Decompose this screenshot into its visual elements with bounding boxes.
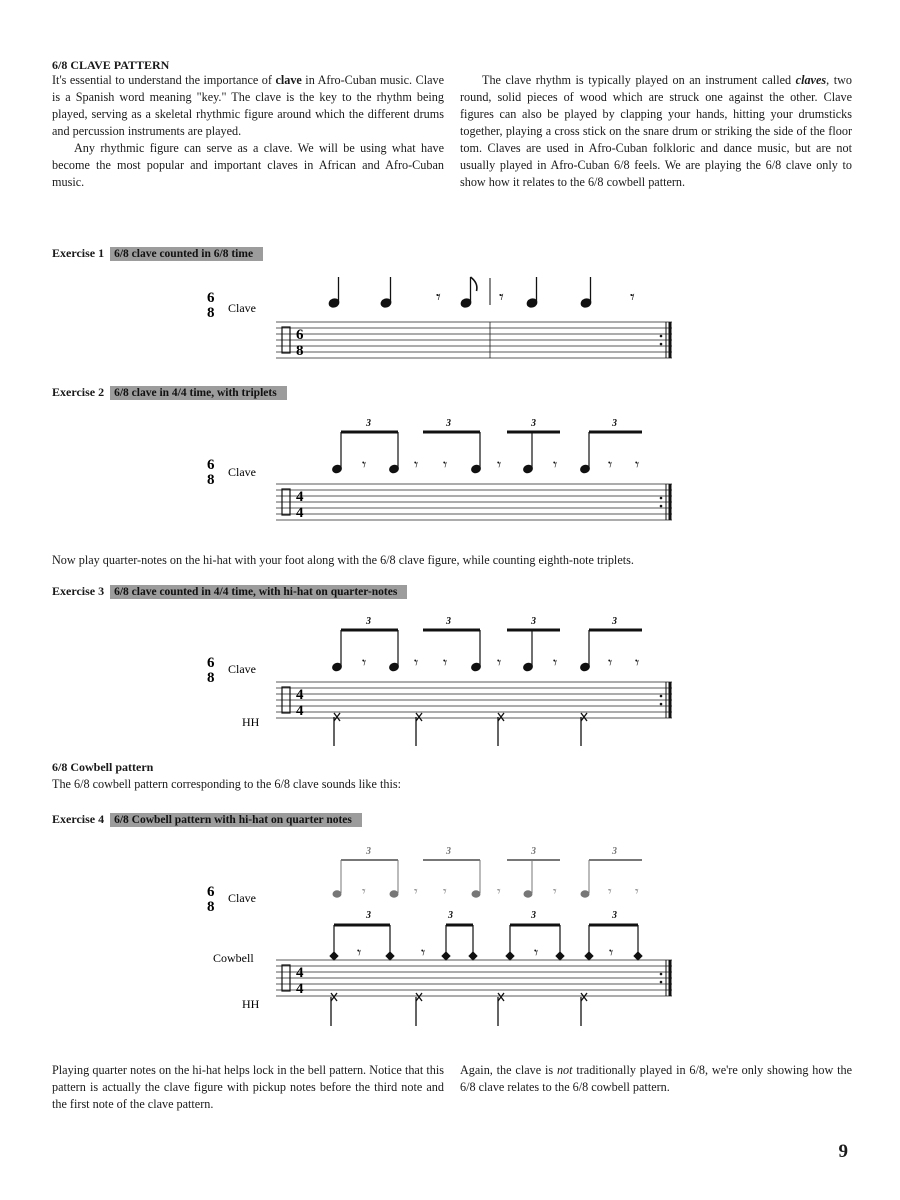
staff-time-sig-bottom: 4: [296, 505, 304, 521]
eighth-rest-icon: 𝄾: [497, 885, 501, 900]
cowbell-rhythm: [330, 910, 642, 962]
clave-time-sig-bottom: 8: [207, 305, 215, 321]
triplet-mark: 3: [366, 418, 371, 429]
triplet-clave-rhythm: [332, 418, 642, 474]
triplet-clave-rhythm: [332, 616, 642, 672]
exercise-1-label: Exercise 1: [52, 246, 105, 260]
eighth-rest-icon: 𝄾: [635, 655, 640, 672]
triplet-mark: 3: [366, 846, 371, 857]
staff: [276, 484, 672, 520]
staff-time-sig-top: 4: [296, 687, 304, 703]
staff-time-sig-top: 6: [296, 327, 304, 343]
exercise-2-label: Exercise 2: [52, 385, 105, 399]
staff: [276, 682, 672, 718]
closing-left: [52, 1062, 444, 1113]
eighth-rest-icon: 𝄾: [443, 457, 448, 474]
eighth-rest-icon: 𝄾: [609, 945, 614, 962]
clave-label: Clave: [228, 301, 256, 315]
hihat-quarter-notes: [331, 993, 587, 1026]
triplet-mark: 3: [366, 616, 371, 627]
exercise-1-header: [52, 244, 263, 262]
eighth-rest-icon: 𝄾: [436, 287, 441, 307]
exercise-3-notation: [0, 610, 900, 750]
triplet-mark: 3: [612, 910, 617, 921]
clave-time-sig-bottom: 8: [207, 670, 215, 686]
section-heading-cowbell: 6/8 Cowbell pattern: [52, 760, 154, 774]
eighth-rest-icon: 𝄾: [362, 885, 366, 900]
eighth-rest-icon: 𝄾: [362, 457, 367, 474]
triplet-mark: 3: [531, 616, 536, 627]
closing-left-paragraph: Playing quarter notes on the hi-hat helps lock in the bell pattern. Notice that this pattern is actually the clave figure with pickup notes before the third note and the first note of the clave pattern.: [52, 1063, 444, 1111]
staff-time-sig-bottom: 4: [296, 981, 304, 997]
staff-time-sig-bottom: 4: [296, 703, 304, 719]
eighth-rest-icon: 𝄾: [608, 655, 613, 672]
exercise-4-notation: [0, 838, 900, 1038]
triplet-mark: 3: [448, 910, 453, 921]
triplet-mark: 3: [446, 418, 451, 429]
exercise-4-title: 6/8 Cowbell pattern with hi-hat on quarter notes: [110, 813, 362, 827]
exercise-3-label: Exercise 3: [52, 584, 105, 598]
triplet-mark: 3: [366, 910, 371, 921]
eighth-rest-icon: 𝄾: [414, 457, 419, 474]
clave-label: Clave: [228, 662, 256, 676]
staff-time-sig-bottom: 8: [296, 343, 304, 359]
eighth-rest-icon: 𝄾: [357, 945, 362, 962]
eighth-rest-icon: 𝄾: [630, 287, 635, 307]
triplet-mark: 3: [446, 846, 451, 857]
eighth-rest-icon: 𝄾: [443, 655, 448, 672]
eighth-rest-icon: 𝄾: [553, 885, 557, 900]
eighth-rest-icon: 𝄾: [553, 457, 558, 474]
exercise-1-title: 6/8 clave counted in 6/8 time: [110, 247, 263, 261]
triplet-mark: 3: [531, 418, 536, 429]
triplet-mark: 3: [446, 616, 451, 627]
triplet-mark: 3: [612, 846, 617, 857]
eighth-rest-icon: 𝄾: [534, 945, 539, 962]
clave-label: Clave: [228, 465, 256, 479]
paragraph-claves-instrument: The clave rhythm is typically played on an instrument called claves, two round, solid pieces of wood which are struck one against the other. Clave figures can also be played by clapping your hands, hitting your drumsticks together, playing a cross stick on the snare drum or striking the side of the floor tom. Claves are used in Afro-Cuban folkloric and dance music, but are not usually played in Afro-Cuban 6/8 feels. We are playing the 6/8 clave only to show how it relates to the 6/8 cowbell pattern.: [460, 73, 852, 189]
exercise-3-title: 6/8 clave counted in 4/4 time, with hi-hat on quarter-notes: [110, 585, 407, 599]
eighth-rest-icon: 𝄾: [608, 885, 612, 900]
clave-time-sig-top: 6: [207, 884, 215, 900]
clave-time-sig-bottom: 8: [207, 899, 215, 915]
hh-label: HH: [242, 715, 260, 729]
triplet-mark: 3: [531, 910, 536, 921]
left-column-intro: [52, 72, 444, 191]
exercise-3-header: [52, 582, 407, 600]
clave-time-sig-top: 6: [207, 655, 215, 671]
eighth-rest-icon: 𝄾: [414, 655, 419, 672]
exercise-2-title: 6/8 clave in 4/4 time, with triplets: [110, 386, 287, 400]
eighth-rest-icon: 𝄾: [499, 287, 504, 307]
eighth-rest-icon: 𝄾: [497, 655, 502, 672]
triplet-mark: 3: [612, 616, 617, 627]
clave-rhythm: [328, 277, 635, 308]
exercise-4-header: [52, 810, 362, 828]
page-number: 9: [838, 1141, 848, 1162]
staff-time-sig-top: 4: [296, 489, 304, 505]
hh-label: HH: [242, 997, 260, 1011]
paragraph-clave-importance: It's essential to understand the importance of clave in Afro-Cuban music. Clave is a Spanish word meaning "key." The clave is the key to the rhythm being played, serving as a skeletal rhythmic figure around which the different drums and percussion instruments are played.: [52, 73, 444, 138]
clave-time-sig-top: 6: [207, 457, 215, 473]
triplet-mark: 3: [612, 418, 617, 429]
exercise-2-header: [52, 383, 287, 401]
exercise-4-label: Exercise 4: [52, 812, 105, 826]
staff: [276, 960, 672, 996]
triplet-mark: 3: [531, 846, 536, 857]
staff-time-sig-top: 4: [296, 965, 304, 981]
eighth-rest-icon: 𝄾: [421, 945, 426, 962]
clave-time-sig-bottom: 8: [207, 472, 215, 488]
cowbell-intro: The 6/8 cowbell pattern corresponding to the 6/8 clave sounds like this:: [52, 777, 401, 791]
eighth-rest-icon: 𝄾: [553, 655, 558, 672]
clave-label: Clave: [228, 891, 256, 905]
eighth-rest-icon: 𝄾: [443, 885, 447, 900]
eighth-rest-icon: 𝄾: [497, 457, 502, 474]
exercise-2-notation: [0, 412, 900, 527]
cowbell-label: Cowbell: [213, 951, 254, 965]
section-heading-clave: 6/8 CLAVE PATTERN: [52, 58, 170, 72]
eighth-rest-icon: 𝄾: [635, 885, 639, 900]
eighth-rest-icon: 𝄾: [362, 655, 367, 672]
closing-right-paragraph: Again, the clave is not traditionally played in 6/8, we're only showing how the 6/8 clave relates to the 6/8 cowbell pattern.: [460, 1063, 852, 1094]
closing-right: [460, 1062, 852, 1096]
eighth-rest-icon: 𝄾: [608, 457, 613, 474]
eighth-rest-icon: 𝄾: [635, 457, 640, 474]
staff: [276, 322, 672, 358]
right-column-intro: [460, 72, 852, 191]
clave-cue-rhythm: [333, 846, 642, 900]
exercise-1-notation: [0, 275, 900, 365]
eighth-rest-icon: 𝄾: [414, 885, 418, 900]
instruction-hihat: Now play quarter-notes on the hi-hat with your foot along with the 6/8 clave figure, while counting eighth-note triplets.: [52, 553, 634, 567]
paragraph-any-figure: Any rhythmic figure can serve as a clave. We will be using what have become the most popular and important claves in African and Afro-Cuban music.: [52, 141, 444, 189]
clave-time-sig-top: 6: [207, 290, 215, 306]
